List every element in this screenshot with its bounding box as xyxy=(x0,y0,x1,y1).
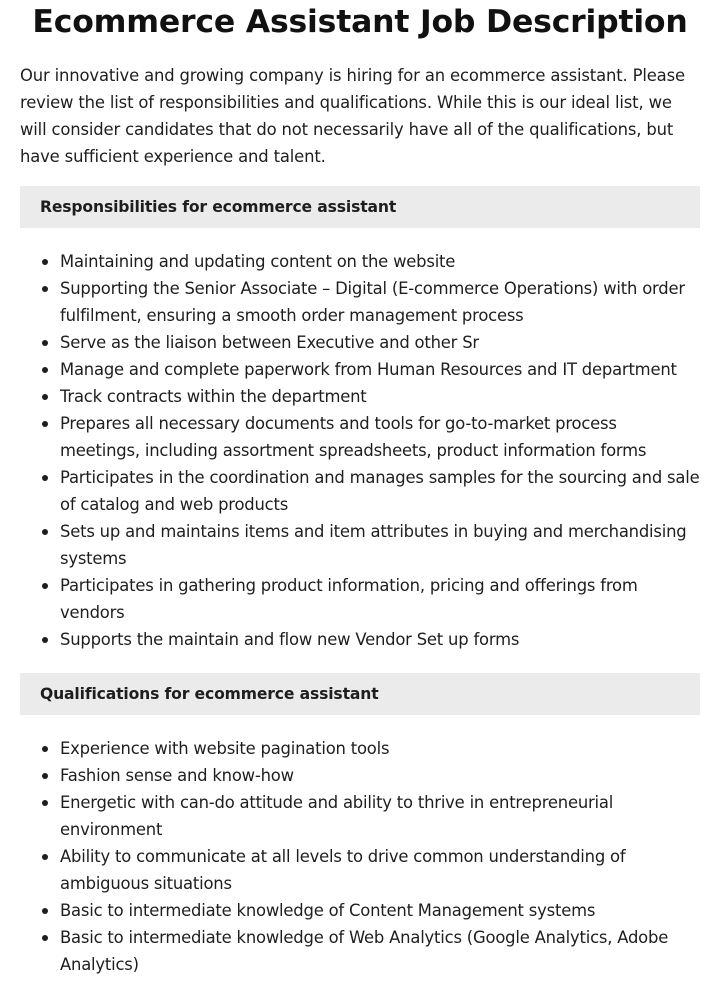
bullet-icon xyxy=(42,421,48,427)
list-item xyxy=(60,572,700,626)
list-item-text: Ability to communicate at all levels to drive common understanding of ambiguous situations xyxy=(60,847,626,893)
list-item xyxy=(60,248,700,275)
list-item xyxy=(60,897,700,924)
bullet-icon xyxy=(42,340,48,346)
list-item-text: Prepares all necessary documents and tools for go-to-market process meetings, including assortment spreadsheets, product information forms xyxy=(60,414,647,460)
list-item-text: Serve as the liaison between Executive and other Sr xyxy=(60,333,479,352)
list-item xyxy=(60,383,700,410)
list-item xyxy=(60,518,700,572)
list-item xyxy=(60,329,700,356)
bullet-icon xyxy=(42,394,48,400)
list-item-text: Participates in gathering product information, pricing and offerings from vendors xyxy=(60,576,638,622)
list-item xyxy=(60,843,700,897)
list-item-text: Basic to intermediate knowledge of Content Management systems xyxy=(60,901,596,920)
bullet-icon xyxy=(42,367,48,373)
list-item-text: Experience with website pagination tools xyxy=(60,739,390,758)
list-item xyxy=(60,356,700,383)
list-item-text: Supporting the Senior Associate – Digital (E-commerce Operations) with order fulfilment, ensuring a smooth order management process xyxy=(60,279,685,325)
list-item-text: Maintaining and updating content on the website xyxy=(60,252,456,271)
bullet-icon xyxy=(42,286,48,292)
bullet-icon xyxy=(42,908,48,914)
list-item xyxy=(60,924,700,978)
bullet-icon xyxy=(42,259,48,265)
qualifications-list xyxy=(20,735,700,978)
qualifications-heading: Qualifications for ecommerce assistant xyxy=(20,673,700,715)
bullet-icon xyxy=(42,583,48,589)
bullet-icon xyxy=(42,773,48,779)
page-title: Ecommerce Assistant Job Description xyxy=(32,4,688,40)
list-item-text: Supports the maintain and flow new Vendor Set up forms xyxy=(60,630,520,649)
bullet-icon xyxy=(42,746,48,752)
list-item xyxy=(60,762,700,789)
list-item xyxy=(60,464,700,518)
bullet-icon xyxy=(42,854,48,860)
list-item-text: Track contracts within the department xyxy=(60,387,367,406)
bullet-icon xyxy=(42,935,48,941)
bullet-icon xyxy=(42,800,48,806)
list-item xyxy=(60,735,700,762)
list-item-text: Energetic with can-do attitude and ability to thrive in entrepreneurial environment xyxy=(60,793,614,839)
list-item xyxy=(60,789,700,843)
bullet-icon xyxy=(42,529,48,535)
list-item-text: Manage and complete paperwork from Human Resources and IT department xyxy=(60,360,677,379)
responsibilities-heading: Responsibilities for ecommerce assistant xyxy=(20,186,700,228)
list-item-text: Fashion sense and know-how xyxy=(60,766,294,785)
list-item xyxy=(60,275,700,329)
list-item-text: Sets up and maintains items and item attributes in buying and merchandising systems xyxy=(60,522,687,568)
bullet-icon xyxy=(42,637,48,643)
list-item xyxy=(60,410,700,464)
intro-paragraph: Our innovative and growing company is hiring for an ecommerce assistant. Please review the list of responsibilities and qualifications. While this is our ideal list, we will consider candidates that do not necessarily have all of the qualifications, but have sufficient experience and talent. xyxy=(20,66,685,166)
list-item-text: Basic to intermediate knowledge of Web Analytics (Google Analytics, Adobe Analytics) xyxy=(60,928,669,974)
list-item-text: Participates in the coordination and manages samples for the sourcing and sale of catalog and web products xyxy=(60,468,700,514)
responsibilities-list xyxy=(20,248,700,653)
list-item xyxy=(60,626,700,653)
bullet-icon xyxy=(42,475,48,481)
